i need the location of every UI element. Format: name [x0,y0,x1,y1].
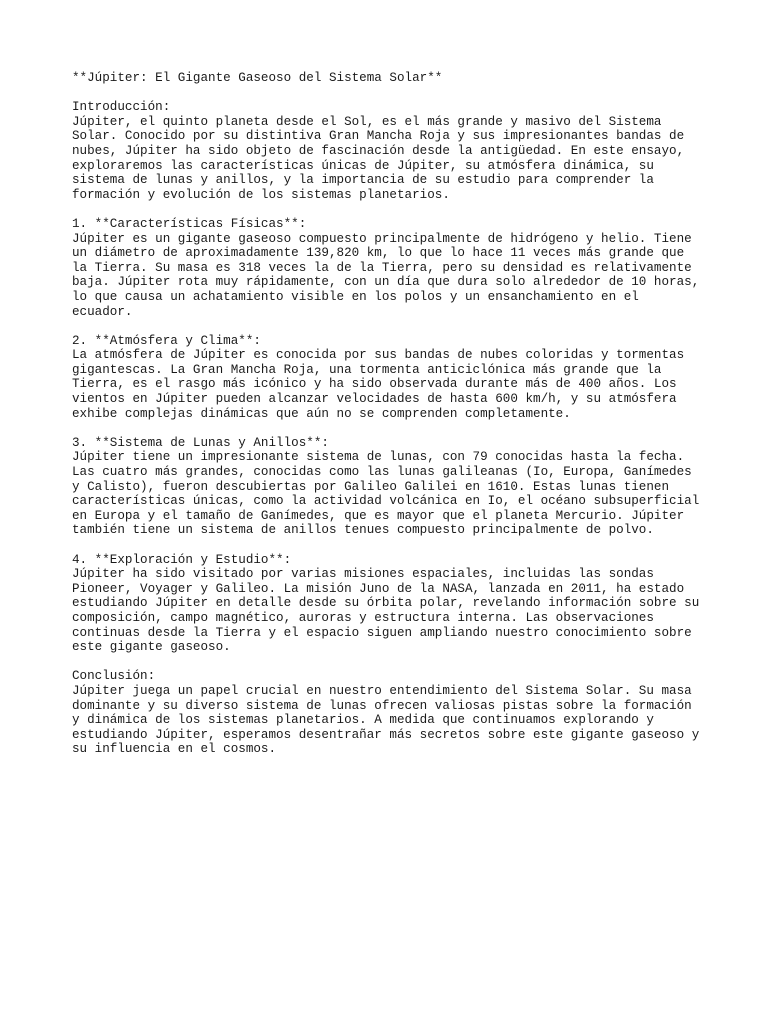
paragraph-line: baja. Júpiter rota muy rápidamente, con un día que dura solo alrededor de 10 horas, [72,275,700,290]
paragraph-line: ecuador. [72,304,133,319]
section-block [72,553,712,670]
section-heading: Conclusión: [72,669,156,684]
paragraph-line: lo que causa un achatamiento visible en los polos y un ensanchamiento en el [72,289,639,304]
section-block [72,436,712,553]
paragraph-line: y Calisto), fueron descubiertas por Galileo Galilei en 1610. Estas lunas tienen [72,479,670,494]
paragraph-gap [72,421,712,436]
paragraph-line: Las cuatro más grandes, conocidas como las lunas galileanas (Io, Europa, Ganímedes [72,465,692,480]
paragraph-gap [72,655,712,670]
section-block [72,100,712,217]
paragraph-line: Júpiter ha sido visitado por varias misiones espaciales, incluidas las sondas [72,567,654,582]
paragraph-line: composición, campo magnético, auroras y estructura interna. Las observaciones [72,610,654,625]
document-page [72,71,712,757]
section-block [72,669,712,757]
section-heading: 1. **Características Físicas**: [72,216,307,231]
document-body [72,100,712,757]
paragraph-line: sistema de lunas y anillos, y la importancia de su estudio para comprender la [72,173,654,188]
document-title: **Júpiter: El Gigante Gaseoso del Sistema Solar** [72,71,443,85]
paragraph-line: nubes, Júpiter ha sido objeto de fascinación desde la antigüedad. En este ensayo, [72,143,685,158]
paragraph-gap [72,202,712,217]
paragraph-line: continuas desde la Tierra y el espacio siguen ampliando nuestro conocimiento sobre [72,625,692,640]
paragraph-line: Júpiter, el quinto planeta desde el Sol, es el más grande y masivo del Sistema [72,114,662,129]
paragraph-line: Tierra, es el rasgo más icónico y ha sido observada durante más de 400 años. Los [72,377,677,392]
paragraph-line: exhibe complejas dinámicas que aún no se comprenden completamente. [72,406,571,421]
paragraph-line: Solar. Conocido por su distintiva Gran Mancha Roja y sus impresionantes bandas de [72,129,685,144]
paragraph-line: Júpiter juega un papel crucial en nuestro entendimiento del Sistema Solar. Su masa [72,683,692,698]
paragraph-gap [72,538,712,553]
paragraph-line: la Tierra. Su masa es 318 veces la de la Tierra, pero su densidad es relativamente [72,260,692,275]
paragraph-line: La atmósfera de Júpiter es conocida por sus bandas de nubes coloridas y tormentas [72,348,685,363]
section-heading: 2. **Atmósfera y Clima**: [72,333,261,348]
paragraph-line: exploraremos las características únicas de Júpiter, su atmósfera dinámica, su [72,158,654,173]
paragraph-line: estudiando Júpiter, esperamos desentrañar más secretos sobre este gigante gaseoso y [72,727,700,742]
paragraph-line: Júpiter es un gigante gaseoso compuesto principalmente de hidrógeno y helio. Tiene [72,231,692,246]
paragraph-line: estudiando Júpiter en detalle desde su órbita polar, revelando información sobre su [72,596,700,611]
section-block [72,217,712,334]
paragraph-line: también tiene un sistema de anillos tenues compuesto principalmente de polvo. [72,523,654,538]
paragraph-line: características únicas, como la actividad volcánica en Io, el océano subsuperficial [72,494,700,509]
paragraph-line: gigantescas. La Gran Mancha Roja, una tormenta anticiclónica más grande que la [72,362,662,377]
paragraph-line: y dinámica de los sistemas planetarios. A medida que continuamos explorando y [72,713,654,728]
paragraph-gap [72,86,712,101]
section-heading: 3. **Sistema de Lunas y Anillos**: [72,435,329,450]
section-heading: 4. **Exploración y Estudio**: [72,552,292,567]
paragraph-line: en Europa y el tamaño de Ganímedes, que es mayor que el planeta Mercurio. Júpiter [72,508,685,523]
paragraph-line: Pioneer, Voyager y Galileo. La misión Juno de la NASA, lanzada en 2011, ha estado [72,581,685,596]
paragraph-line: dominante y su diverso sistema de lunas ofrecen valiosas pistas sobre la formación [72,698,692,713]
paragraph-line: este gigante gaseoso. [72,640,231,655]
paragraph-line: un diámetro de aproximadamente 139,820 km, lo que lo hace 11 veces más grande que [72,246,685,261]
paragraph-line: Júpiter tiene un impresionante sistema de lunas, con 79 conocidas hasta la fecha. [72,450,685,465]
paragraph-line: su influencia en el cosmos. [72,742,277,757]
paragraph-gap [72,319,712,334]
paragraph-line: formación y evolución de los sistemas planetarios. [72,187,450,202]
paragraph-line: vientos en Júpiter pueden alcanzar velocidades de hasta 600 km/h, y su atmósfera [72,392,677,407]
section-block [72,334,712,436]
section-heading: Introducción: [72,100,171,115]
